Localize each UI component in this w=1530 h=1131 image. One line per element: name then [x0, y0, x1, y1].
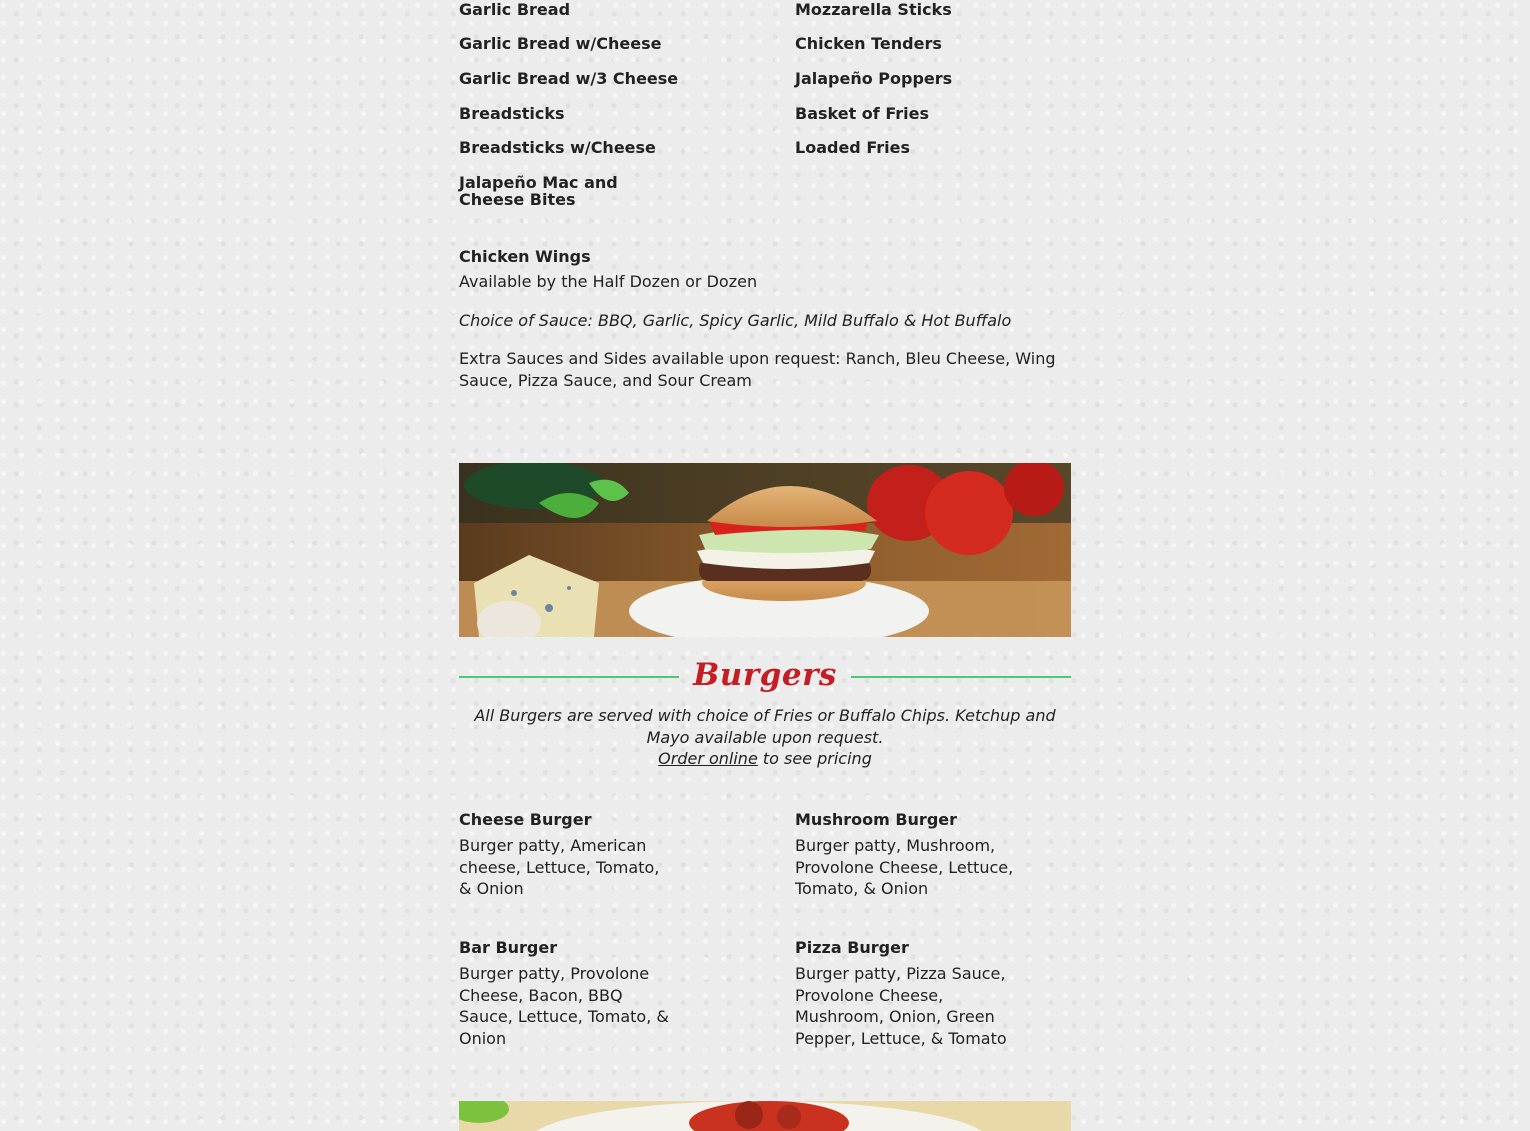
- pricing-suffix: to see pricing: [757, 749, 872, 768]
- burgers-note-block: [459, 705, 1071, 770]
- burger-hero-image: [459, 463, 1071, 637]
- burgers-note: All Burgers are served with choice of Fries or Buffalo Chips. Ketchup and Mayo available upon request.: [474, 706, 1056, 747]
- appetizer-item: Jalapeño Mac and Cheese Bites: [459, 173, 618, 209]
- menu-item-name: Cheese Burger: [459, 810, 592, 829]
- appetizer-item: Basket of Fries: [795, 104, 929, 123]
- appetizer-item: Loaded Fries: [795, 138, 910, 157]
- appetizer-item: Breadsticks: [459, 104, 565, 123]
- appetizer-item: Chicken Tenders: [795, 34, 942, 53]
- menu-item: [459, 939, 674, 1049]
- menu-item-name: Pizza Burger: [795, 938, 909, 957]
- appetizer-item: Garlic Bread w/3 Cheese: [459, 69, 679, 88]
- menu-item-description: Burger patty, American cheese, Lettuce, Tomato, & Onion: [459, 836, 660, 898]
- wings-title: Chicken Wings: [459, 247, 591, 266]
- wings-sauces: Choice of Sauce: BBQ, Garlic, Spicy Garlic, Mild Buffalo & Hot Buffalo: [459, 310, 1012, 330]
- appetizer-item: Garlic Bread: [459, 0, 571, 19]
- menu-item: [795, 939, 1035, 1049]
- order-online-link[interactable]: Order online: [658, 749, 758, 768]
- appetizer-item: Garlic Bread w/Cheese: [459, 34, 662, 53]
- chicken-wings-section: [459, 248, 1071, 391]
- burgers-heading: [459, 655, 1071, 699]
- menu-item: [795, 811, 1035, 900]
- appetizer-item: Jalapeño Poppers: [795, 69, 953, 88]
- menu-item-description: Burger patty, Pizza Sauce, Provolone Cheese, Mushroom, Onion, Green Pepper, Lettuce, & Tomato: [795, 964, 1007, 1048]
- menu-item: [459, 811, 674, 900]
- burgers-title: Burgers: [693, 657, 837, 693]
- wings-extras: Extra Sauces and Sides available upon request: Ranch, Bleu Cheese, Wing Sauce, Pizza Sauce, and Sour Cream: [459, 349, 1056, 390]
- menu-item-description: Burger patty, Mushroom, Provolone Cheese, Lettuce, Tomato, & Onion: [795, 836, 1014, 898]
- menu-item-name: Mushroom Burger: [795, 810, 958, 829]
- pricing-line: [459, 748, 1071, 770]
- wings-availability: Available by the Half Dozen or Dozen: [459, 272, 758, 291]
- pasta-photo-illustration: [459, 1101, 1071, 1131]
- appetizer-item: Mozzarella Sticks: [795, 0, 952, 19]
- menu-item-name: Bar Burger: [459, 938, 558, 957]
- burger-photo-illustration: [459, 463, 1071, 637]
- menu-item-description: Burger patty, Provolone Cheese, Bacon, BBQ Sauce, Lettuce, Tomato, & Onion: [459, 964, 669, 1048]
- pasta-image: [459, 1101, 1071, 1131]
- appetizer-item: Breadsticks w/Cheese: [459, 138, 656, 157]
